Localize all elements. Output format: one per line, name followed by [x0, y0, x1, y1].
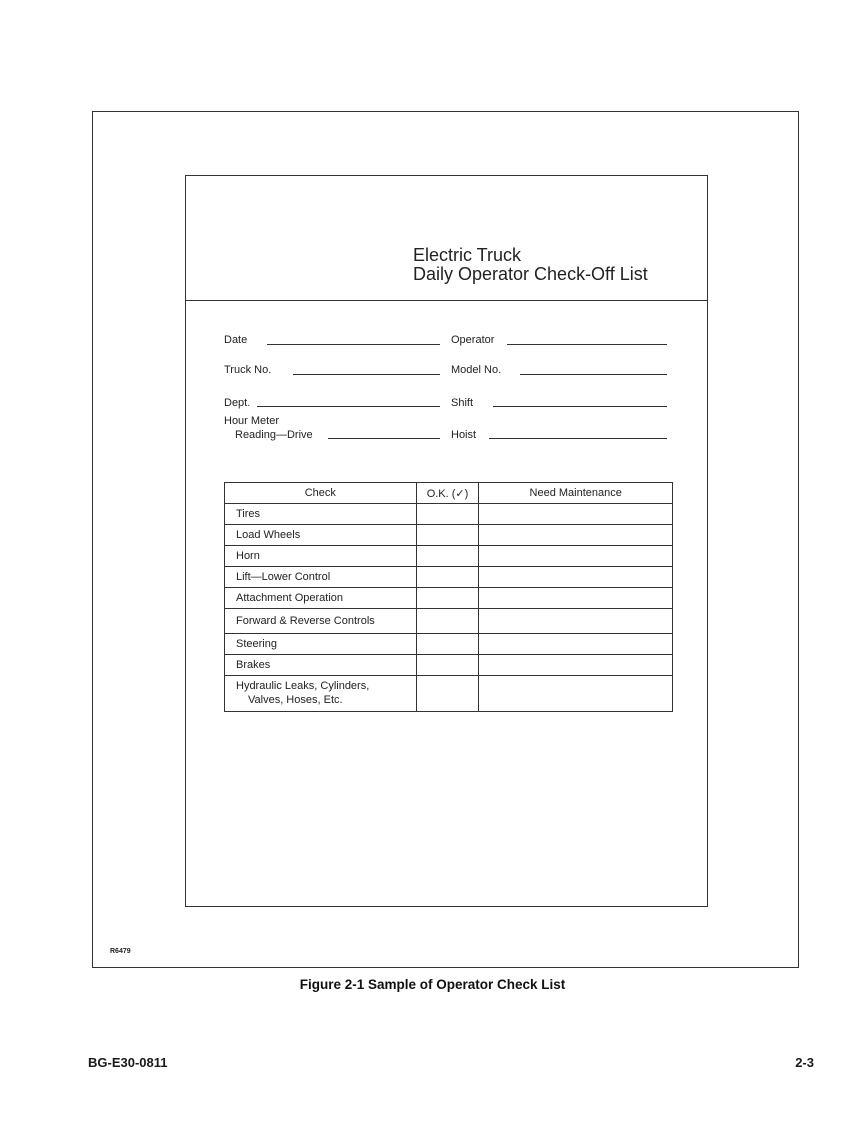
truck-no-label: Truck No.: [224, 364, 272, 376]
ok-column-header: O.K. (✓): [416, 483, 479, 504]
check-item: Attachment Operation: [225, 588, 417, 609]
table-row: [225, 504, 673, 525]
dept-line[interactable]: [257, 406, 440, 407]
shift-line[interactable]: [493, 406, 667, 407]
form-header: [186, 176, 707, 301]
check-item: Tires: [225, 504, 417, 525]
maintenance-cell[interactable]: [479, 546, 673, 567]
ok-cell[interactable]: [416, 525, 479, 546]
dept-label: Dept.: [224, 397, 251, 409]
document-id: BG-E30-0811: [88, 1055, 168, 1070]
ok-cell[interactable]: [416, 609, 479, 634]
check-column-header: Check: [225, 483, 417, 504]
table-row: [225, 525, 673, 546]
checklist-table: [224, 482, 673, 712]
maintenance-cell[interactable]: [479, 655, 673, 676]
figure-caption: Figure 2-1 Sample of Operator Check List: [299, 977, 566, 992]
maintenance-cell[interactable]: [479, 676, 673, 712]
maintenance-cell[interactable]: [479, 567, 673, 588]
hour-meter-label: Hour Meter: [224, 415, 280, 427]
table-row: [225, 546, 673, 567]
table-row: [225, 655, 673, 676]
check-item: Load Wheels: [225, 525, 417, 546]
form-title: [413, 246, 648, 284]
check-item: Brakes: [225, 655, 417, 676]
maintenance-cell[interactable]: [479, 634, 673, 655]
maintenance-column-header: Need Maintenance: [479, 483, 673, 504]
model-no-label: Model No.: [451, 364, 502, 376]
ok-cell[interactable]: [416, 504, 479, 525]
hoist-label: Hoist: [451, 429, 477, 441]
table-row: [225, 588, 673, 609]
maintenance-cell[interactable]: [479, 525, 673, 546]
hoist-line[interactable]: [489, 438, 667, 439]
maintenance-cell[interactable]: [479, 588, 673, 609]
operator-line[interactable]: [507, 344, 667, 345]
check-item: Forward & Reverse Controls: [225, 609, 417, 634]
truck-no-line[interactable]: [293, 374, 440, 375]
ok-cell[interactable]: [416, 634, 479, 655]
form-title-line-2: Daily Operator Check-Off List: [413, 264, 648, 284]
table-row: [225, 676, 673, 712]
reading-drive-line[interactable]: [328, 438, 440, 439]
check-item-line-1: Hydraulic Leaks, Cylinders,: [236, 680, 370, 692]
model-no-line[interactable]: [520, 374, 667, 375]
check-item: Lift—Lower Control: [225, 567, 417, 588]
check-item-line-2: Valves, Hoses, Etc.: [248, 694, 343, 706]
shift-label: Shift: [451, 397, 474, 409]
table-header-row: [225, 483, 673, 504]
maintenance-cell[interactable]: [479, 609, 673, 634]
reading-drive-label: Reading—Drive: [235, 429, 313, 441]
ok-cell[interactable]: [416, 655, 479, 676]
table-row: [225, 609, 673, 634]
ok-cell[interactable]: [416, 567, 479, 588]
form-title-line-1: Electric Truck: [413, 245, 522, 265]
ok-cell[interactable]: [416, 546, 479, 567]
reference-code: R6479: [110, 948, 131, 955]
date-label: Date: [224, 334, 248, 346]
maintenance-cell[interactable]: [479, 504, 673, 525]
check-item: Horn: [225, 546, 417, 567]
ok-cell[interactable]: [416, 676, 479, 712]
table-row: [225, 567, 673, 588]
date-line[interactable]: [267, 344, 440, 345]
check-item: Steering: [225, 634, 417, 655]
ok-cell[interactable]: [416, 588, 479, 609]
table-row: [225, 634, 673, 655]
operator-label: Operator: [451, 334, 495, 346]
page-number: 2-3: [795, 1055, 814, 1070]
check-item: [225, 676, 417, 712]
